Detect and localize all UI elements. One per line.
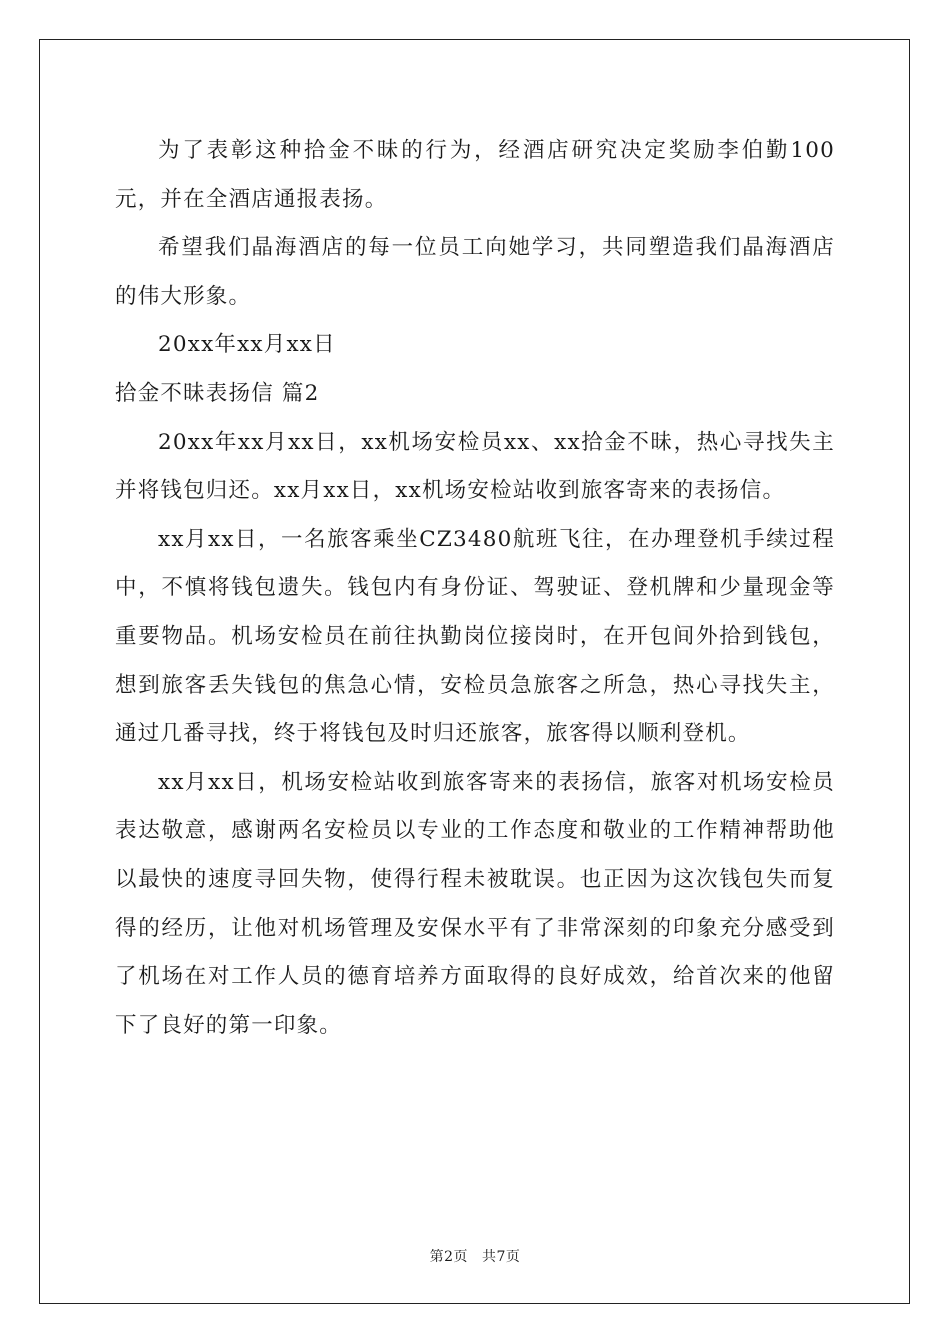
paragraph-hope-to-learn: 希望我们晶海酒店的每一位员工向她学习，共同塑造我们晶海酒店的伟大形象。 xyxy=(115,235,835,309)
paragraph-commendation-reward: 为了表彰这种拾金不昧的行为，经酒店研究决定奖励李伯勤100元，并在全酒店通报表扬。 xyxy=(115,138,835,212)
paragraph-date: 20xx年xx月xx日 xyxy=(158,332,336,358)
paragraph-section-intro: 20xx年xx月xx日，xx机场安检员xx、xx拾金不昧，热心寻找失主并将钱包归还。xx月xx日，xx机场安检站收到旅客寄来的表扬信。 xyxy=(115,429,835,504)
page-number: 第2页 xyxy=(429,1249,468,1265)
page-total: 共7页 xyxy=(482,1249,521,1265)
page-footer xyxy=(0,1246,950,1266)
section-heading: 拾金不昧表扬信 篇2 xyxy=(115,380,320,406)
paragraph-incident: xx月xx日，一名旅客乘坐CZ3480航班飞往，在办理登机手续过程中，不慎将钱包遗失。钱包内有身份证、驾驶证、登机牌和少量现金等重要物品。机场安检员在前往执勤岗位接岗时，在开包间外拾到钱包，想到旅客丢失钱包的焦急心情，安检员急旅客之所急，热心寻找失主，通过几番寻找，终于将钱包及时归还旅客，旅客得以顺利登机。 xyxy=(115,526,835,747)
paragraph-thanks-letter: xx月xx日，机场安检站收到旅客寄来的表扬信，旅客对机场安检员表达敬意，感谢两名安检员以专业的工作态度和敬业的工作精神帮助他以最快的速度寻回失物，使得行程未被耽误。也正因为这次钱包失而复得的经历，让他对机场管理及安保水平有了非常深刻的印象充分感受到了机场在对工作人员的德育培养方面取得的良好成效，给首次来的他留下了良好的第一印象。 xyxy=(115,769,835,1038)
document-body xyxy=(115,127,835,1050)
